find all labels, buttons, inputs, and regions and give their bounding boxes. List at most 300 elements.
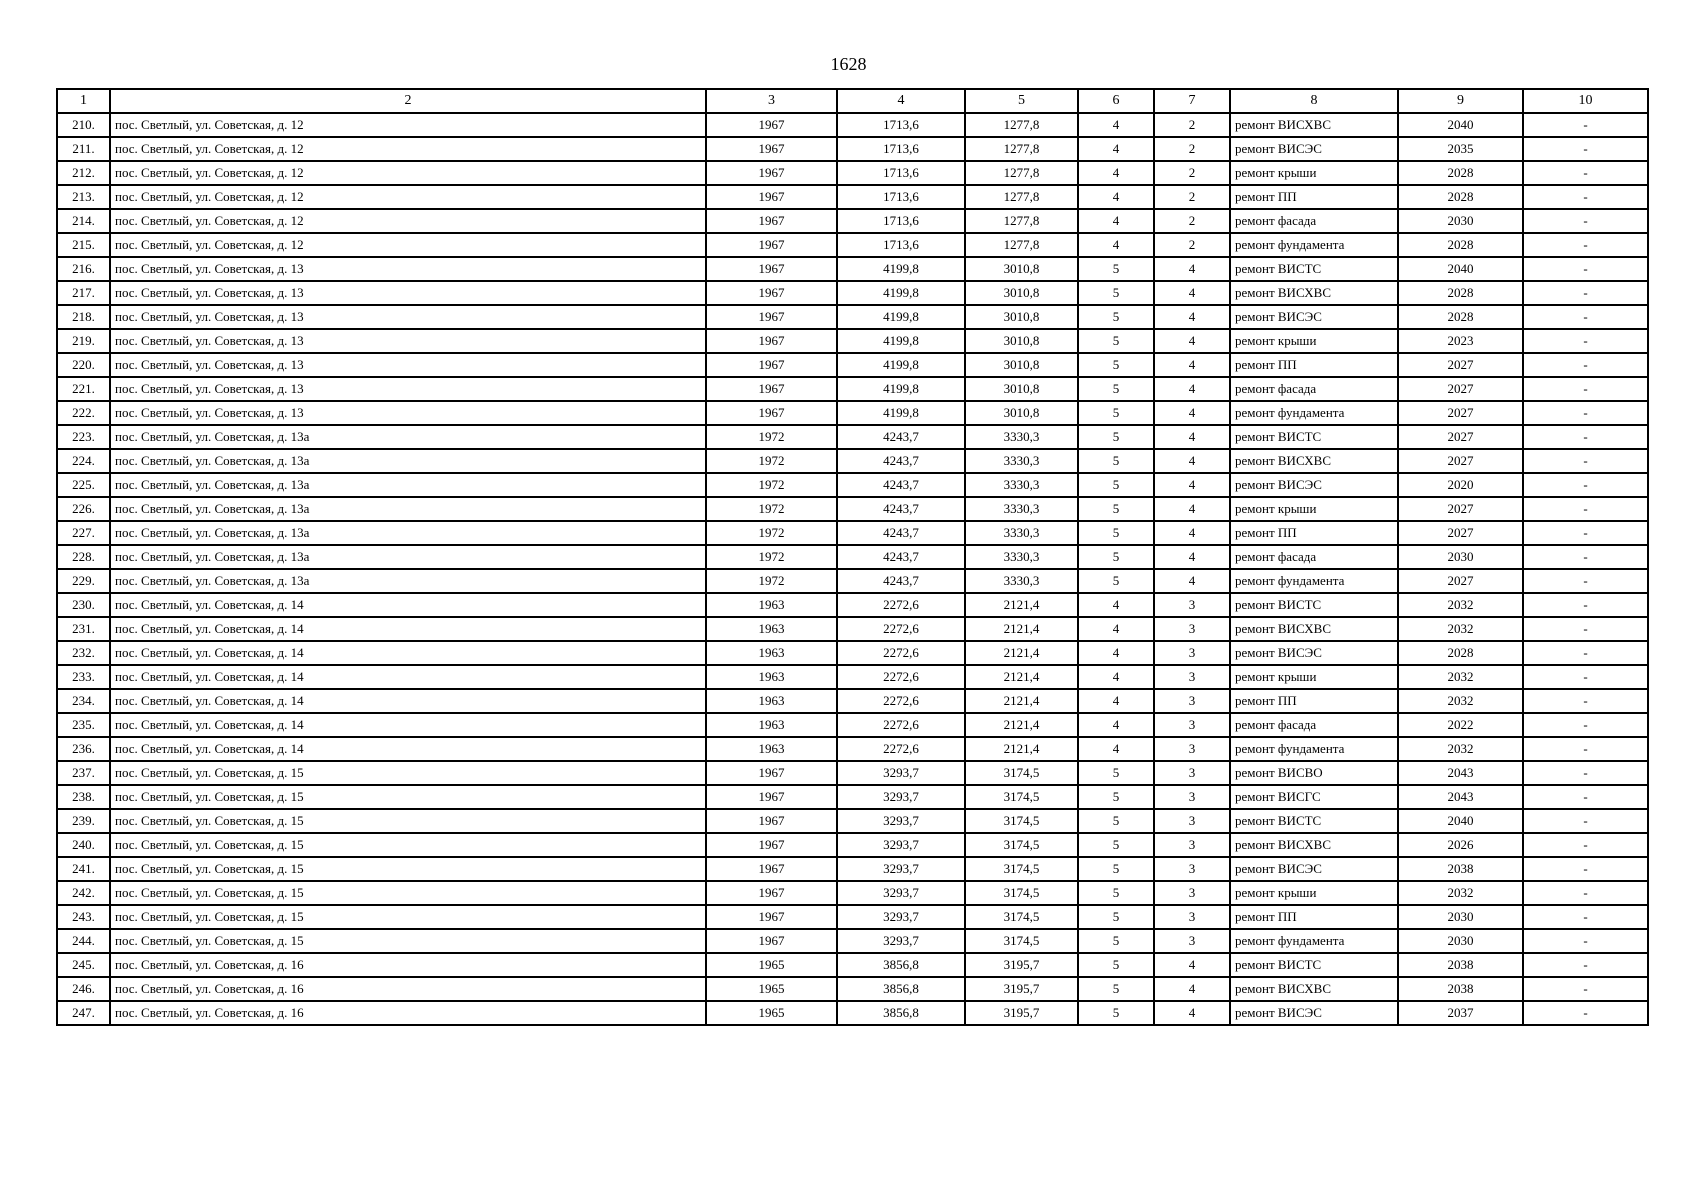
table-row <box>57 905 1648 929</box>
planned-year-cell: 2022 <box>1398 713 1523 737</box>
entrances-cell: 2 <box>1154 137 1230 161</box>
total-area-cell: 4243,7 <box>837 425 965 449</box>
table-row <box>57 593 1648 617</box>
entrances-cell: 4 <box>1154 545 1230 569</box>
entrances-cell: 3 <box>1154 665 1230 689</box>
work-type-cell: ремонт фасада <box>1230 545 1398 569</box>
year-cell: 1965 <box>706 953 837 977</box>
address-cell: пос. Светлый, ул. Советская, д. 13а <box>110 545 706 569</box>
note-cell: - <box>1523 857 1648 881</box>
planned-year-cell: 2023 <box>1398 329 1523 353</box>
year-cell: 1963 <box>706 713 837 737</box>
entrances-cell: 3 <box>1154 593 1230 617</box>
table-row <box>57 377 1648 401</box>
total-area-cell: 3856,8 <box>837 953 965 977</box>
total-area-cell: 3856,8 <box>837 1001 965 1025</box>
note-cell: - <box>1523 977 1648 1001</box>
address-cell: пос. Светлый, ул. Советская, д. 13а <box>110 521 706 545</box>
address-cell: пос. Светлый, ул. Советская, д. 13 <box>110 257 706 281</box>
total-area-cell: 1713,6 <box>837 185 965 209</box>
note-cell: - <box>1523 425 1648 449</box>
floors-cell: 5 <box>1078 521 1154 545</box>
table-row <box>57 281 1648 305</box>
living-area-cell: 3330,3 <box>965 473 1078 497</box>
living-area-cell: 3195,7 <box>965 953 1078 977</box>
row-number-cell: 246. <box>57 977 110 1001</box>
total-area-cell: 4199,8 <box>837 281 965 305</box>
year-cell: 1967 <box>706 329 837 353</box>
note-cell: - <box>1523 377 1648 401</box>
address-cell: пос. Светлый, ул. Советская, д. 13а <box>110 497 706 521</box>
year-cell: 1972 <box>706 425 837 449</box>
year-cell: 1967 <box>706 305 837 329</box>
note-cell: - <box>1523 905 1648 929</box>
row-number-cell: 239. <box>57 809 110 833</box>
entrances-cell: 3 <box>1154 785 1230 809</box>
total-area-cell: 4243,7 <box>837 473 965 497</box>
entrances-cell: 3 <box>1154 689 1230 713</box>
floors-cell: 5 <box>1078 929 1154 953</box>
floors-cell: 5 <box>1078 761 1154 785</box>
planned-year-cell: 2028 <box>1398 281 1523 305</box>
planned-year-cell: 2028 <box>1398 185 1523 209</box>
table-row <box>57 473 1648 497</box>
year-cell: 1967 <box>706 929 837 953</box>
total-area-cell: 1713,6 <box>837 137 965 161</box>
table-row <box>57 857 1648 881</box>
living-area-cell: 3195,7 <box>965 977 1078 1001</box>
entrances-cell: 4 <box>1154 953 1230 977</box>
planned-year-cell: 2035 <box>1398 137 1523 161</box>
living-area-cell: 3195,7 <box>965 1001 1078 1025</box>
note-cell: - <box>1523 1001 1648 1025</box>
year-cell: 1972 <box>706 449 837 473</box>
entrances-cell: 3 <box>1154 857 1230 881</box>
row-number-cell: 217. <box>57 281 110 305</box>
work-type-cell: ремонт ВИСХВС <box>1230 833 1398 857</box>
total-area-cell: 4243,7 <box>837 449 965 473</box>
note-cell: - <box>1523 233 1648 257</box>
floors-cell: 4 <box>1078 209 1154 233</box>
total-area-cell: 4243,7 <box>837 497 965 521</box>
row-number-cell: 225. <box>57 473 110 497</box>
address-cell: пос. Светлый, ул. Советская, д. 13 <box>110 377 706 401</box>
column-header: 6 <box>1078 89 1154 113</box>
total-area-cell: 3293,7 <box>837 881 965 905</box>
note-cell: - <box>1523 881 1648 905</box>
planned-year-cell: 2040 <box>1398 257 1523 281</box>
year-cell: 1967 <box>706 833 837 857</box>
row-number-cell: 238. <box>57 785 110 809</box>
living-area-cell: 3174,5 <box>965 929 1078 953</box>
address-cell: пос. Светлый, ул. Советская, д. 14 <box>110 617 706 641</box>
note-cell: - <box>1523 137 1648 161</box>
floors-cell: 5 <box>1078 833 1154 857</box>
note-cell: - <box>1523 593 1648 617</box>
table-row <box>57 617 1648 641</box>
note-cell: - <box>1523 473 1648 497</box>
note-cell: - <box>1523 209 1648 233</box>
note-cell: - <box>1523 329 1648 353</box>
table-row <box>57 425 1648 449</box>
planned-year-cell: 2030 <box>1398 209 1523 233</box>
total-area-cell: 1713,6 <box>837 113 965 137</box>
total-area-cell: 3293,7 <box>837 809 965 833</box>
entrances-cell: 4 <box>1154 377 1230 401</box>
table-row <box>57 161 1648 185</box>
note-cell: - <box>1523 737 1648 761</box>
year-cell: 1967 <box>706 377 837 401</box>
planned-year-cell: 2028 <box>1398 161 1523 185</box>
total-area-cell: 2272,6 <box>837 641 965 665</box>
planned-year-cell: 2040 <box>1398 809 1523 833</box>
note-cell: - <box>1523 401 1648 425</box>
note-cell: - <box>1523 785 1648 809</box>
planned-year-cell: 2032 <box>1398 881 1523 905</box>
work-type-cell: ремонт ПП <box>1230 689 1398 713</box>
address-cell: пос. Светлый, ул. Советская, д. 15 <box>110 929 706 953</box>
planned-year-cell: 2030 <box>1398 929 1523 953</box>
note-cell: - <box>1523 953 1648 977</box>
address-cell: пос. Светлый, ул. Советская, д. 16 <box>110 977 706 1001</box>
year-cell: 1967 <box>706 785 837 809</box>
address-cell: пос. Светлый, ул. Советская, д. 13 <box>110 401 706 425</box>
planned-year-cell: 2032 <box>1398 665 1523 689</box>
row-number-cell: 222. <box>57 401 110 425</box>
work-type-cell: ремонт ВИСЭС <box>1230 641 1398 665</box>
address-cell: пос. Светлый, ул. Советская, д. 12 <box>110 185 706 209</box>
note-cell: - <box>1523 185 1648 209</box>
planned-year-cell: 2027 <box>1398 353 1523 377</box>
year-cell: 1963 <box>706 689 837 713</box>
entrances-cell: 4 <box>1154 1001 1230 1025</box>
address-cell: пос. Светлый, ул. Советская, д. 14 <box>110 713 706 737</box>
total-area-cell: 1713,6 <box>837 209 965 233</box>
floors-cell: 5 <box>1078 809 1154 833</box>
address-cell: пос. Светлый, ул. Советская, д. 13 <box>110 353 706 377</box>
entrances-cell: 3 <box>1154 833 1230 857</box>
entrances-cell: 3 <box>1154 617 1230 641</box>
floors-cell: 4 <box>1078 233 1154 257</box>
floors-cell: 4 <box>1078 161 1154 185</box>
address-cell: пос. Светлый, ул. Советская, д. 15 <box>110 761 706 785</box>
row-number-cell: 242. <box>57 881 110 905</box>
row-number-cell: 243. <box>57 905 110 929</box>
column-header: 8 <box>1230 89 1398 113</box>
total-area-cell: 3293,7 <box>837 833 965 857</box>
floors-cell: 4 <box>1078 593 1154 617</box>
work-type-cell: ремонт ВИСХВС <box>1230 281 1398 305</box>
living-area-cell: 2121,4 <box>965 617 1078 641</box>
living-area-cell: 2121,4 <box>965 713 1078 737</box>
year-cell: 1967 <box>706 857 837 881</box>
table-row <box>57 665 1648 689</box>
row-number-cell: 219. <box>57 329 110 353</box>
entrances-cell: 2 <box>1154 185 1230 209</box>
floors-cell: 5 <box>1078 881 1154 905</box>
table-row <box>57 977 1648 1001</box>
address-cell: пос. Светлый, ул. Советская, д. 12 <box>110 209 706 233</box>
work-type-cell: ремонт фундамента <box>1230 401 1398 425</box>
living-area-cell: 3330,3 <box>965 521 1078 545</box>
table-row <box>57 185 1648 209</box>
entrances-cell: 3 <box>1154 761 1230 785</box>
column-header: 10 <box>1523 89 1648 113</box>
living-area-cell: 1277,8 <box>965 209 1078 233</box>
floors-cell: 4 <box>1078 137 1154 161</box>
living-area-cell: 3010,8 <box>965 281 1078 305</box>
living-area-cell: 1277,8 <box>965 113 1078 137</box>
entrances-cell: 4 <box>1154 449 1230 473</box>
year-cell: 1967 <box>706 233 837 257</box>
address-cell: пос. Светлый, ул. Советская, д. 13 <box>110 305 706 329</box>
table-row <box>57 257 1648 281</box>
address-cell: пос. Светлый, ул. Советская, д. 13 <box>110 329 706 353</box>
column-header: 9 <box>1398 89 1523 113</box>
planned-year-cell: 2028 <box>1398 641 1523 665</box>
year-cell: 1972 <box>706 473 837 497</box>
row-number-cell: 230. <box>57 593 110 617</box>
row-number-cell: 211. <box>57 137 110 161</box>
note-cell: - <box>1523 689 1648 713</box>
year-cell: 1967 <box>706 881 837 905</box>
note-cell: - <box>1523 281 1648 305</box>
note-cell: - <box>1523 833 1648 857</box>
row-number-cell: 220. <box>57 353 110 377</box>
note-cell: - <box>1523 161 1648 185</box>
row-number-cell: 221. <box>57 377 110 401</box>
work-type-cell: ремонт крыши <box>1230 329 1398 353</box>
planned-year-cell: 2032 <box>1398 593 1523 617</box>
year-cell: 1967 <box>706 257 837 281</box>
living-area-cell: 3330,3 <box>965 569 1078 593</box>
table-row <box>57 329 1648 353</box>
year-cell: 1972 <box>706 521 837 545</box>
work-type-cell: ремонт ВИСЭС <box>1230 305 1398 329</box>
note-cell: - <box>1523 545 1648 569</box>
address-cell: пос. Светлый, ул. Советская, д. 15 <box>110 905 706 929</box>
entrances-cell: 4 <box>1154 401 1230 425</box>
work-type-cell: ремонт ВИСГС <box>1230 785 1398 809</box>
address-cell: пос. Светлый, ул. Советская, д. 12 <box>110 161 706 185</box>
living-area-cell: 3174,5 <box>965 881 1078 905</box>
table-row <box>57 113 1648 137</box>
row-number-cell: 215. <box>57 233 110 257</box>
total-area-cell: 1713,6 <box>837 161 965 185</box>
column-header: 4 <box>837 89 965 113</box>
year-cell: 1963 <box>706 737 837 761</box>
note-cell: - <box>1523 257 1648 281</box>
entrances-cell: 4 <box>1154 281 1230 305</box>
entrances-cell: 4 <box>1154 305 1230 329</box>
work-type-cell: ремонт ВИСХВС <box>1230 617 1398 641</box>
work-type-cell: ремонт ВИСХВС <box>1230 449 1398 473</box>
floors-cell: 5 <box>1078 449 1154 473</box>
year-cell: 1967 <box>706 809 837 833</box>
planned-year-cell: 2032 <box>1398 737 1523 761</box>
table-row <box>57 689 1648 713</box>
work-type-cell: ремонт ВИСХВС <box>1230 113 1398 137</box>
row-number-cell: 234. <box>57 689 110 713</box>
column-header: 2 <box>110 89 706 113</box>
living-area-cell: 2121,4 <box>965 737 1078 761</box>
address-cell: пос. Светлый, ул. Советская, д. 15 <box>110 857 706 881</box>
year-cell: 1967 <box>706 113 837 137</box>
note-cell: - <box>1523 353 1648 377</box>
row-number-cell: 229. <box>57 569 110 593</box>
total-area-cell: 4243,7 <box>837 569 965 593</box>
entrances-cell: 4 <box>1154 329 1230 353</box>
page-number: 1628 <box>830 54 867 74</box>
table-row <box>57 521 1648 545</box>
living-area-cell: 1277,8 <box>965 185 1078 209</box>
total-area-cell: 2272,6 <box>837 617 965 641</box>
entrances-cell: 4 <box>1154 353 1230 377</box>
row-number-cell: 216. <box>57 257 110 281</box>
entrances-cell: 3 <box>1154 881 1230 905</box>
floors-cell: 5 <box>1078 401 1154 425</box>
year-cell: 1967 <box>706 281 837 305</box>
column-header: 7 <box>1154 89 1230 113</box>
planned-year-cell: 2030 <box>1398 905 1523 929</box>
table-row <box>57 137 1648 161</box>
total-area-cell: 2272,6 <box>837 665 965 689</box>
floors-cell: 5 <box>1078 857 1154 881</box>
address-cell: пос. Светлый, ул. Советская, д. 14 <box>110 689 706 713</box>
work-type-cell: ремонт крыши <box>1230 161 1398 185</box>
year-cell: 1967 <box>706 905 837 929</box>
planned-year-cell: 2043 <box>1398 785 1523 809</box>
entrances-cell: 4 <box>1154 521 1230 545</box>
year-cell: 1965 <box>706 977 837 1001</box>
year-cell: 1967 <box>706 401 837 425</box>
address-cell: пос. Светлый, ул. Советская, д. 15 <box>110 881 706 905</box>
floors-cell: 5 <box>1078 545 1154 569</box>
year-cell: 1967 <box>706 353 837 377</box>
note-cell: - <box>1523 929 1648 953</box>
total-area-cell: 4199,8 <box>837 257 965 281</box>
total-area-cell: 4199,8 <box>837 305 965 329</box>
capital-repair-table <box>56 88 1649 1026</box>
floors-cell: 5 <box>1078 353 1154 377</box>
row-number-cell: 233. <box>57 665 110 689</box>
entrances-cell: 2 <box>1154 209 1230 233</box>
living-area-cell: 2121,4 <box>965 641 1078 665</box>
address-cell: пос. Светлый, ул. Советская, д. 14 <box>110 641 706 665</box>
note-cell: - <box>1523 809 1648 833</box>
total-area-cell: 4199,8 <box>837 401 965 425</box>
work-type-cell: ремонт фундамента <box>1230 929 1398 953</box>
entrances-cell: 3 <box>1154 929 1230 953</box>
total-area-cell: 4199,8 <box>837 377 965 401</box>
year-cell: 1967 <box>706 185 837 209</box>
row-number-cell: 213. <box>57 185 110 209</box>
table-body <box>57 113 1648 1025</box>
living-area-cell: 3174,5 <box>965 905 1078 929</box>
planned-year-cell: 2043 <box>1398 761 1523 785</box>
entrances-cell: 2 <box>1154 161 1230 185</box>
living-area-cell: 3010,8 <box>965 377 1078 401</box>
year-cell: 1972 <box>706 545 837 569</box>
table-row <box>57 809 1648 833</box>
table-row <box>57 353 1648 377</box>
total-area-cell: 2272,6 <box>837 713 965 737</box>
planned-year-cell: 2027 <box>1398 377 1523 401</box>
floors-cell: 5 <box>1078 785 1154 809</box>
table-row <box>57 1001 1648 1025</box>
work-type-cell: ремонт ВИСЭС <box>1230 1001 1398 1025</box>
year-cell: 1972 <box>706 497 837 521</box>
year-cell: 1972 <box>706 569 837 593</box>
row-number-cell: 224. <box>57 449 110 473</box>
total-area-cell: 4243,7 <box>837 521 965 545</box>
row-number-cell: 227. <box>57 521 110 545</box>
planned-year-cell: 2028 <box>1398 233 1523 257</box>
work-type-cell: ремонт ПП <box>1230 521 1398 545</box>
planned-year-cell: 2037 <box>1398 1001 1523 1025</box>
work-type-cell: ремонт ВИСЭС <box>1230 137 1398 161</box>
total-area-cell: 3293,7 <box>837 857 965 881</box>
table-row <box>57 569 1648 593</box>
living-area-cell: 3174,5 <box>965 857 1078 881</box>
address-cell: пос. Светлый, ул. Советская, д. 14 <box>110 593 706 617</box>
work-type-cell: ремонт ПП <box>1230 185 1398 209</box>
note-cell: - <box>1523 497 1648 521</box>
floors-cell: 4 <box>1078 185 1154 209</box>
work-type-cell: ремонт фундамента <box>1230 569 1398 593</box>
header-row <box>57 89 1648 113</box>
floors-cell: 5 <box>1078 977 1154 1001</box>
planned-year-cell: 2030 <box>1398 545 1523 569</box>
total-area-cell: 2272,6 <box>837 737 965 761</box>
row-number-cell: 226. <box>57 497 110 521</box>
living-area-cell: 3330,3 <box>965 545 1078 569</box>
row-number-cell: 237. <box>57 761 110 785</box>
work-type-cell: ремонт фасада <box>1230 713 1398 737</box>
row-number-cell: 218. <box>57 305 110 329</box>
work-type-cell: ремонт ВИСВО <box>1230 761 1398 785</box>
total-area-cell: 3293,7 <box>837 785 965 809</box>
row-number-cell: 223. <box>57 425 110 449</box>
planned-year-cell: 2027 <box>1398 401 1523 425</box>
table-row <box>57 545 1648 569</box>
planned-year-cell: 2027 <box>1398 449 1523 473</box>
work-type-cell: ремонт ВИСЭС <box>1230 857 1398 881</box>
table-row <box>57 641 1648 665</box>
year-cell: 1963 <box>706 617 837 641</box>
floors-cell: 5 <box>1078 281 1154 305</box>
work-type-cell: ремонт ВИСТС <box>1230 425 1398 449</box>
row-number-cell: 236. <box>57 737 110 761</box>
floors-cell: 5 <box>1078 569 1154 593</box>
year-cell: 1965 <box>706 1001 837 1025</box>
table-row <box>57 785 1648 809</box>
table-row <box>57 233 1648 257</box>
note-cell: - <box>1523 761 1648 785</box>
year-cell: 1967 <box>706 761 837 785</box>
row-number-cell: 228. <box>57 545 110 569</box>
living-area-cell: 3330,3 <box>965 497 1078 521</box>
note-cell: - <box>1523 713 1648 737</box>
planned-year-cell: 2032 <box>1398 617 1523 641</box>
work-type-cell: ремонт фундамента <box>1230 737 1398 761</box>
floors-cell: 5 <box>1078 425 1154 449</box>
table-row <box>57 929 1648 953</box>
work-type-cell: ремонт фасада <box>1230 209 1398 233</box>
work-type-cell: ремонт ВИСЭС <box>1230 473 1398 497</box>
living-area-cell: 3330,3 <box>965 449 1078 473</box>
note-cell: - <box>1523 665 1648 689</box>
